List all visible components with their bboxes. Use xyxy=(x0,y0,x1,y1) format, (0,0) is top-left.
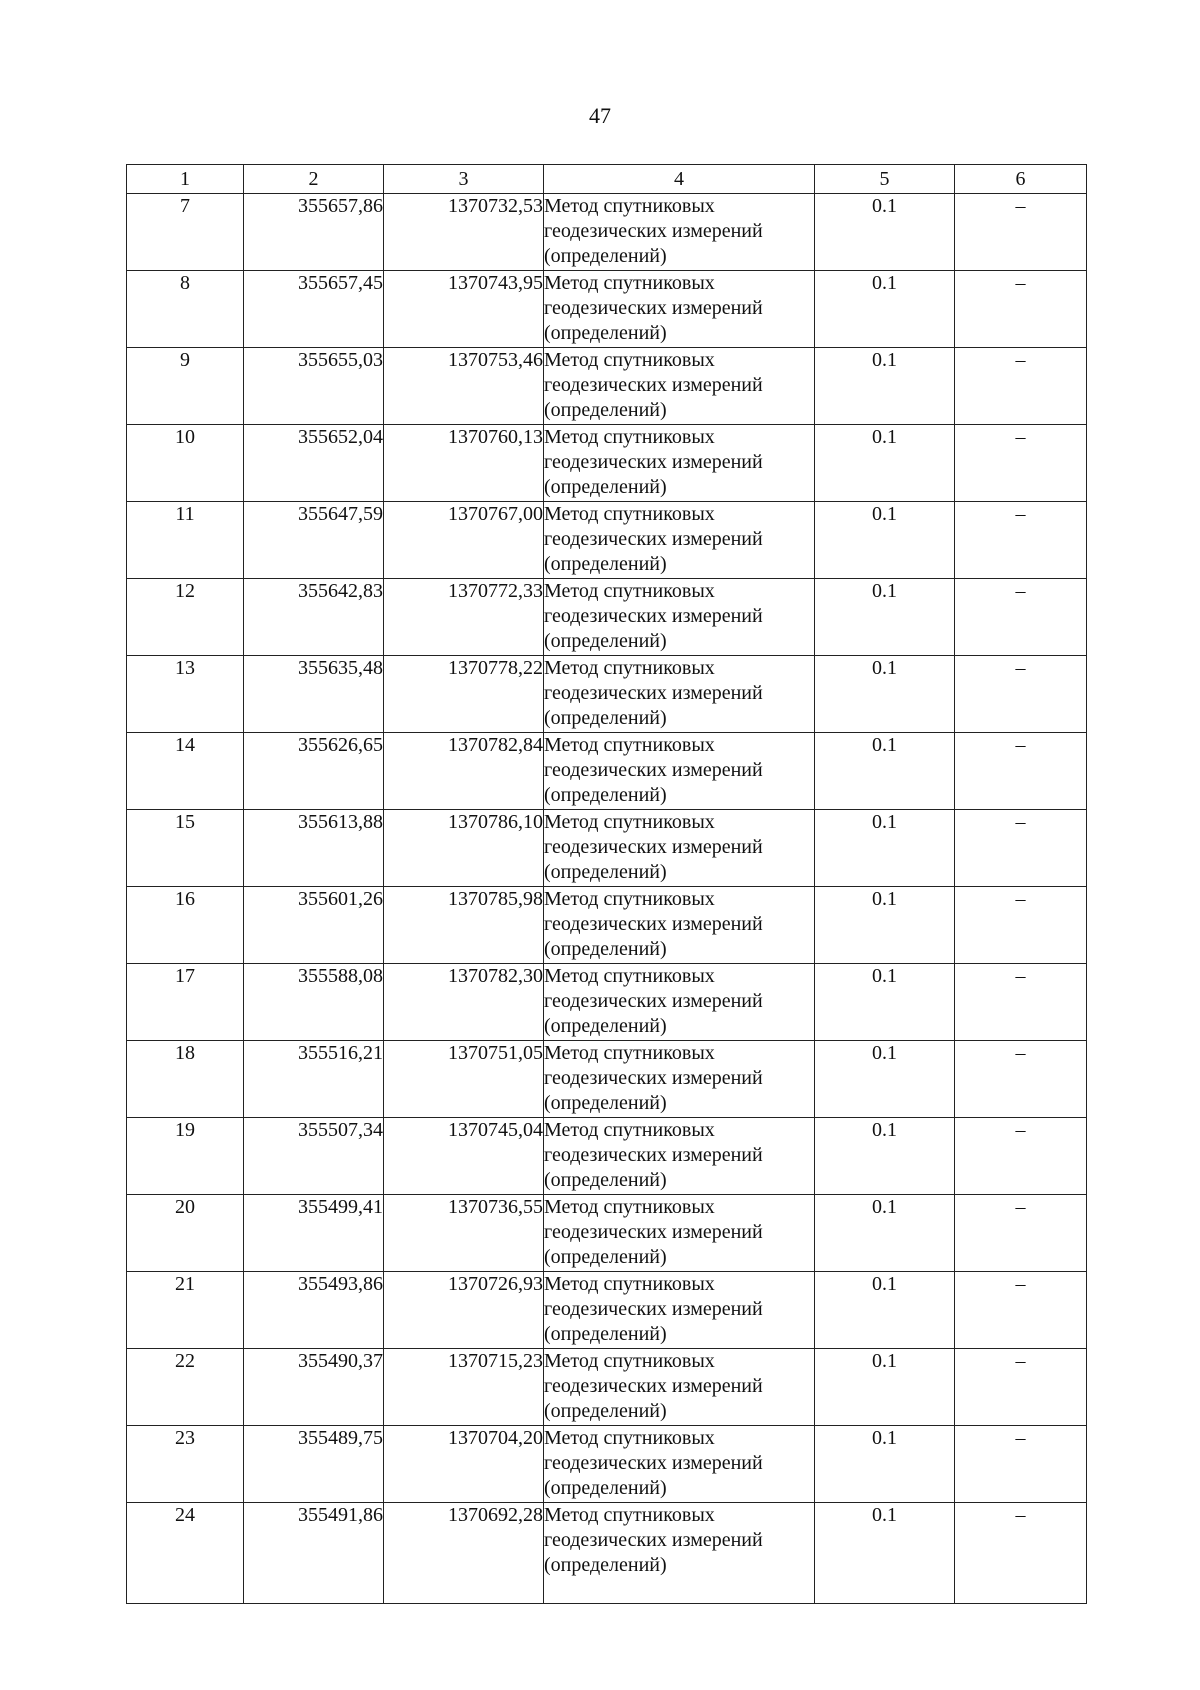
table-body xyxy=(127,194,1087,1604)
note-cell: – xyxy=(955,1272,1087,1349)
method-cell: Метод спутниковых геодезических измерений (определений) xyxy=(544,271,815,348)
method-cell: Метод спутниковых геодезических измерений (определений) xyxy=(544,1503,815,1604)
note-cell: – xyxy=(955,887,1087,964)
accuracy-cell: 0.1 xyxy=(815,194,955,271)
note-cell: – xyxy=(955,194,1087,271)
column-header: 1 xyxy=(127,165,244,194)
method-cell: Метод спутниковых геодезических измерений (определений) xyxy=(544,810,815,887)
x-coordinate-cell: 355601,26 xyxy=(244,887,384,964)
method-cell: Метод спутниковых геодезических измерений (определений) xyxy=(544,348,815,425)
method-cell: Метод спутниковых геодезических измерений (определений) xyxy=(544,1349,815,1426)
y-coordinate-cell: 1370753,46 xyxy=(384,348,544,425)
note-cell: – xyxy=(955,579,1087,656)
point-number-cell: 7 xyxy=(127,194,244,271)
column-header: 2 xyxy=(244,165,384,194)
table-row xyxy=(127,1349,1087,1426)
y-coordinate-cell: 1370736,55 xyxy=(384,1195,544,1272)
method-cell: Метод спутниковых геодезических измерений (определений) xyxy=(544,579,815,656)
note-cell: – xyxy=(955,1426,1087,1503)
method-cell: Метод спутниковых геодезических измерений (определений) xyxy=(544,502,815,579)
y-coordinate-cell: 1370767,00 xyxy=(384,502,544,579)
method-cell: Метод спутниковых геодезических измерений (определений) xyxy=(544,1195,815,1272)
note-cell: – xyxy=(955,502,1087,579)
table-row xyxy=(127,425,1087,502)
y-coordinate-cell: 1370743,95 xyxy=(384,271,544,348)
column-header: 5 xyxy=(815,165,955,194)
point-number-cell: 21 xyxy=(127,1272,244,1349)
method-cell: Метод спутниковых геодезических измерений (определений) xyxy=(544,733,815,810)
x-coordinate-cell: 355626,65 xyxy=(244,733,384,810)
table-row xyxy=(127,1195,1087,1272)
column-header: 6 xyxy=(955,165,1087,194)
y-coordinate-cell: 1370782,84 xyxy=(384,733,544,810)
point-number-cell: 12 xyxy=(127,579,244,656)
x-coordinate-cell: 355489,75 xyxy=(244,1426,384,1503)
point-number-cell: 10 xyxy=(127,425,244,502)
method-cell: Метод спутниковых геодезических измерений (определений) xyxy=(544,1426,815,1503)
point-number-cell: 22 xyxy=(127,1349,244,1426)
table-row xyxy=(127,1503,1087,1604)
y-coordinate-cell: 1370745,04 xyxy=(384,1118,544,1195)
table-row xyxy=(127,579,1087,656)
method-cell: Метод спутниковых геодезических измерений (определений) xyxy=(544,1118,815,1195)
point-number-cell: 9 xyxy=(127,348,244,425)
y-coordinate-cell: 1370786,10 xyxy=(384,810,544,887)
note-cell: – xyxy=(955,810,1087,887)
accuracy-cell: 0.1 xyxy=(815,1118,955,1195)
y-coordinate-cell: 1370751,05 xyxy=(384,1041,544,1118)
x-coordinate-cell: 355588,08 xyxy=(244,964,384,1041)
y-coordinate-cell: 1370772,33 xyxy=(384,579,544,656)
accuracy-cell: 0.1 xyxy=(815,425,955,502)
accuracy-cell: 0.1 xyxy=(815,579,955,656)
table-row xyxy=(127,656,1087,733)
method-cell: Метод спутниковых геодезических измерений (определений) xyxy=(544,194,815,271)
note-cell: – xyxy=(955,271,1087,348)
point-number-cell: 24 xyxy=(127,1503,244,1604)
accuracy-cell: 0.1 xyxy=(815,887,955,964)
point-number-cell: 18 xyxy=(127,1041,244,1118)
table-row xyxy=(127,1426,1087,1503)
point-number-cell: 11 xyxy=(127,502,244,579)
note-cell: – xyxy=(955,1195,1087,1272)
method-cell: Метод спутниковых геодезических измерений (определений) xyxy=(544,964,815,1041)
accuracy-cell: 0.1 xyxy=(815,810,955,887)
y-coordinate-cell: 1370692,28 xyxy=(384,1503,544,1604)
page-number: 47 xyxy=(589,103,611,128)
note-cell: – xyxy=(955,425,1087,502)
accuracy-cell: 0.1 xyxy=(815,348,955,425)
y-coordinate-cell: 1370760,13 xyxy=(384,425,544,502)
y-coordinate-cell: 1370715,23 xyxy=(384,1349,544,1426)
y-coordinate-cell: 1370785,98 xyxy=(384,887,544,964)
column-header: 3 xyxy=(384,165,544,194)
x-coordinate-cell: 355507,34 xyxy=(244,1118,384,1195)
x-coordinate-cell: 355613,88 xyxy=(244,810,384,887)
y-coordinate-cell: 1370726,93 xyxy=(384,1272,544,1349)
accuracy-cell: 0.1 xyxy=(815,1349,955,1426)
note-cell: – xyxy=(955,1349,1087,1426)
x-coordinate-cell: 355647,59 xyxy=(244,502,384,579)
table-row xyxy=(127,887,1087,964)
point-number-cell: 16 xyxy=(127,887,244,964)
note-cell: – xyxy=(955,964,1087,1041)
accuracy-cell: 0.1 xyxy=(815,1503,955,1604)
accuracy-cell: 0.1 xyxy=(815,502,955,579)
x-coordinate-cell: 355499,41 xyxy=(244,1195,384,1272)
accuracy-cell: 0.1 xyxy=(815,271,955,348)
point-number-cell: 19 xyxy=(127,1118,244,1195)
point-number-cell: 20 xyxy=(127,1195,244,1272)
accuracy-cell: 0.1 xyxy=(815,733,955,810)
accuracy-cell: 0.1 xyxy=(815,964,955,1041)
table-row xyxy=(127,733,1087,810)
point-number-cell: 14 xyxy=(127,733,244,810)
table-row xyxy=(127,810,1087,887)
table-row xyxy=(127,1041,1087,1118)
table-row xyxy=(127,1118,1087,1195)
point-number-cell: 23 xyxy=(127,1426,244,1503)
x-coordinate-cell: 355493,86 xyxy=(244,1272,384,1349)
accuracy-cell: 0.1 xyxy=(815,1272,955,1349)
note-cell: – xyxy=(955,1118,1087,1195)
x-coordinate-cell: 355657,86 xyxy=(244,194,384,271)
coordinates-table xyxy=(126,164,1087,1604)
method-cell: Метод спутниковых геодезических измерений (определений) xyxy=(544,656,815,733)
x-coordinate-cell: 355652,04 xyxy=(244,425,384,502)
table-row xyxy=(127,502,1087,579)
point-number-cell: 15 xyxy=(127,810,244,887)
table-row xyxy=(127,271,1087,348)
table-header-row xyxy=(127,165,1087,194)
method-cell: Метод спутниковых геодезических измерений (определений) xyxy=(544,887,815,964)
y-coordinate-cell: 1370778,22 xyxy=(384,656,544,733)
point-number-cell: 13 xyxy=(127,656,244,733)
method-cell: Метод спутниковых геодезических измерений (определений) xyxy=(544,1041,815,1118)
table-row xyxy=(127,1272,1087,1349)
method-cell: Метод спутниковых геодезических измерений (определений) xyxy=(544,425,815,502)
note-cell: – xyxy=(955,733,1087,810)
x-coordinate-cell: 355490,37 xyxy=(244,1349,384,1426)
table-row xyxy=(127,348,1087,425)
x-coordinate-cell: 355635,48 xyxy=(244,656,384,733)
column-header: 4 xyxy=(544,165,815,194)
y-coordinate-cell: 1370732,53 xyxy=(384,194,544,271)
point-number-cell: 8 xyxy=(127,271,244,348)
note-cell: – xyxy=(955,1503,1087,1604)
point-number-cell: 17 xyxy=(127,964,244,1041)
x-coordinate-cell: 355642,83 xyxy=(244,579,384,656)
x-coordinate-cell: 355655,03 xyxy=(244,348,384,425)
x-coordinate-cell: 355491,86 xyxy=(244,1503,384,1604)
note-cell: – xyxy=(955,1041,1087,1118)
accuracy-cell: 0.1 xyxy=(815,656,955,733)
x-coordinate-cell: 355516,21 xyxy=(244,1041,384,1118)
method-cell: Метод спутниковых геодезических измерений (определений) xyxy=(544,1272,815,1349)
x-coordinate-cell: 355657,45 xyxy=(244,271,384,348)
y-coordinate-cell: 1370782,30 xyxy=(384,964,544,1041)
note-cell: – xyxy=(955,348,1087,425)
note-cell: – xyxy=(955,656,1087,733)
accuracy-cell: 0.1 xyxy=(815,1195,955,1272)
accuracy-cell: 0.1 xyxy=(815,1426,955,1503)
table-row xyxy=(127,964,1087,1041)
table-row xyxy=(127,194,1087,271)
y-coordinate-cell: 1370704,20 xyxy=(384,1426,544,1503)
accuracy-cell: 0.1 xyxy=(815,1041,955,1118)
